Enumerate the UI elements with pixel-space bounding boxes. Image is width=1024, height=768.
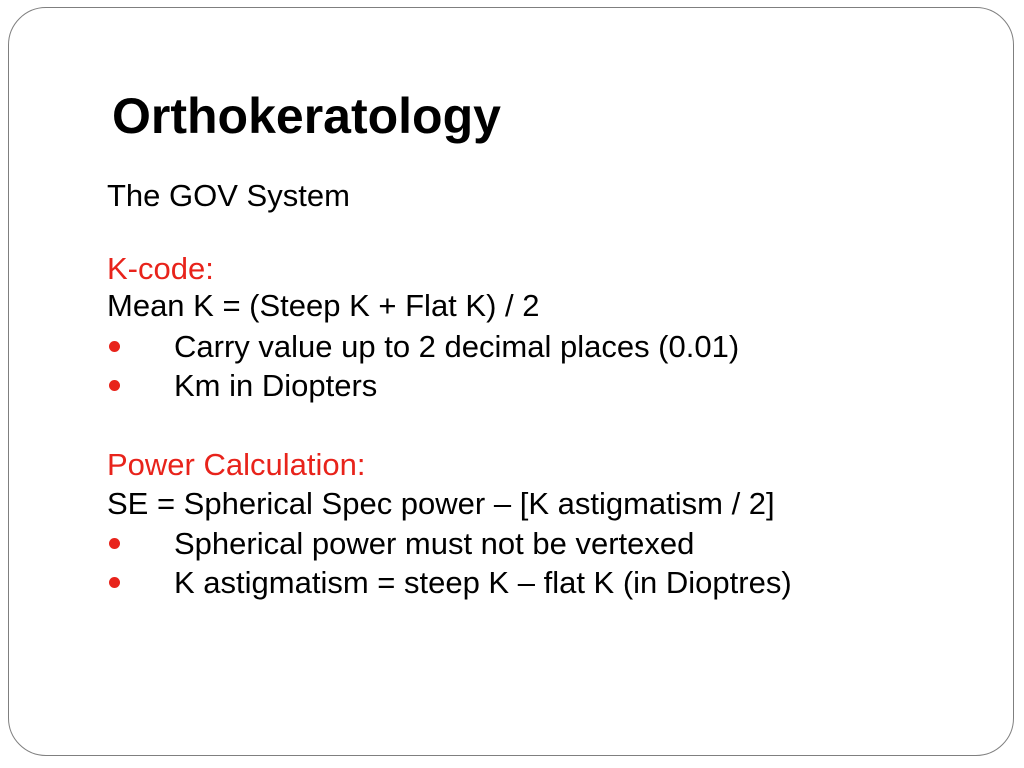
power-heading: Power Calculation: <box>107 447 366 482</box>
bullet-text: Carry value up to 2 decimal places (0.01) <box>174 329 740 364</box>
bullet-icon <box>109 341 120 352</box>
bullet-text: K astigmatism = steep K – flat K (in Dioptres) <box>174 565 792 600</box>
power-formula: SE = Spherical Spec power – [K astigmatism / 2] <box>107 486 775 521</box>
kcode-heading: K-code: <box>107 251 214 286</box>
bullet-icon <box>109 380 120 391</box>
kcode-formula: Mean K = (Steep K + Flat K) / 2 <box>107 288 540 323</box>
slide-subtitle: The GOV System <box>107 178 350 213</box>
bullet-text: Km in Diopters <box>174 368 378 403</box>
bullet-text: Spherical power must not be vertexed <box>174 526 695 561</box>
bullet-icon <box>109 577 120 588</box>
bullet-icon <box>109 538 120 549</box>
slide-title: Orthokeratology <box>112 88 501 144</box>
